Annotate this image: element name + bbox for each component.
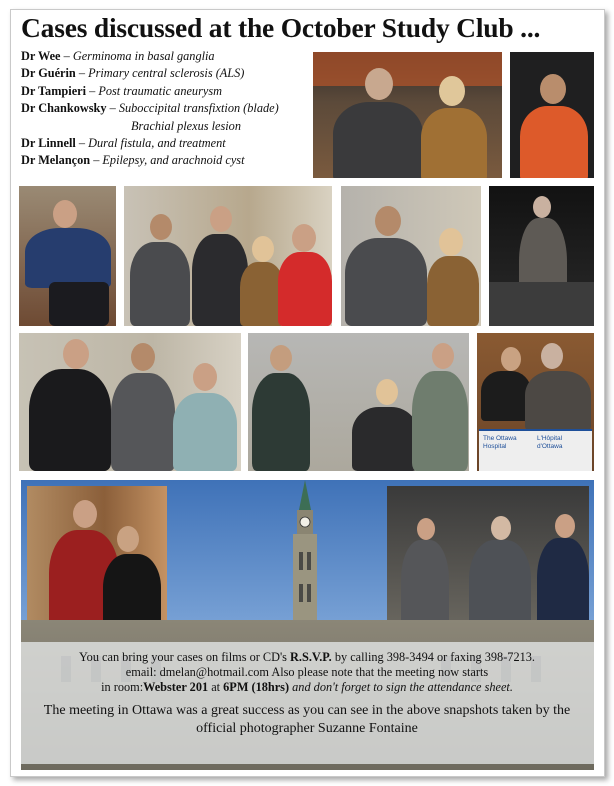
case-diagnosis: Germinoma in basal ganglia [72,49,215,63]
case-doctor: Dr Tampieri [21,83,87,98]
podium-sign-line4: d'Ottawa [537,443,563,450]
case-item-melancon: Dr Melançon – Epilepsy, and arachnoid cyst [21,153,245,168]
photo-podium-speaker [477,333,594,471]
case-item-guerin: Dr Guérin – Primary central sclerosis (ALS) [21,66,245,81]
cases-list [21,48,321,170]
photo-group-four [124,186,332,326]
photo-couple-red [27,486,167,638]
case-item-chankowsky: Dr Chankowsky – Suboccipital transfixtion (blade) Brachial plexus lesion [21,100,321,135]
case-item-tampieri: Dr Tampieri – Post traumatic aneurysm [21,83,222,98]
podium-sign-line1: The Ottawa [483,435,517,442]
photo-trio-snacks [19,333,241,471]
case-doctor: Dr Linnell [21,136,76,151]
meeting-time: 6PM (18hrs) [223,680,290,694]
photo-group-reception [248,333,469,471]
case-diagnosis-secondary: Brachial plexus lesion [131,118,241,133]
photo-man-seated-blue-blazer [19,186,116,326]
case-item-wee: Dr Wee – Germinoma in basal ganglia [21,49,215,63]
case-diagnosis: Suboccipital transfixtion (blade) [118,101,279,116]
newsletter-page [10,9,605,777]
meeting-info-box [21,642,594,764]
photo-pair-wine [341,186,481,326]
case-doctor: Dr Melançon [21,153,91,168]
info-line-1: You can bring your cases on films or CD's R.S.V.P. by calling 398-3494 or faxing 398-7213. [79,650,535,664]
photo-man-standing-auditorium [489,186,594,326]
meeting-room: Webster 201 [143,680,209,694]
case-item-linnell: Dr Linnell – Dural fistula, and treatment [21,136,226,151]
case-diagnosis: Dural fistula, and treatment [88,136,226,151]
case-doctor: Dr Guérin [21,66,76,81]
case-diagnosis: Primary central sclerosis (ALS) [88,66,245,81]
podium-sign-line2: Hospital [483,443,507,450]
podium-sign [479,429,592,471]
info-line-2: email: dmelan@hotmail.com Also please note that the meeting now starts [125,665,489,679]
photo-man-orange-shirt [510,52,594,178]
podium-sign-line3: L'Hôpital [537,435,563,442]
info-line-3: in room:Webster 201 at 6PM (18hrs) and don't forget to sign the attendance sheet. [101,680,513,694]
case-doctor: Dr Chankowsky [21,101,107,116]
photo-couple-seated [313,52,502,178]
rsvp-label: R.S.V.P. [290,650,332,664]
success-message: The meeting in Ottawa was a great success as you can see in the above snapshots taken by the official photographer Suzanne Fontaine [43,703,571,736]
page-title: Cases discussed at the October Study Club ... [21,12,541,43]
case-diagnosis: Epilepsy, and arachnoid cyst [102,153,245,168]
ottawa-composite [21,480,594,770]
case-doctor: Dr Wee [21,49,61,63]
photo-group-lobby [387,486,589,638]
case-diagnosis: Post traumatic aneurysm [98,83,222,98]
